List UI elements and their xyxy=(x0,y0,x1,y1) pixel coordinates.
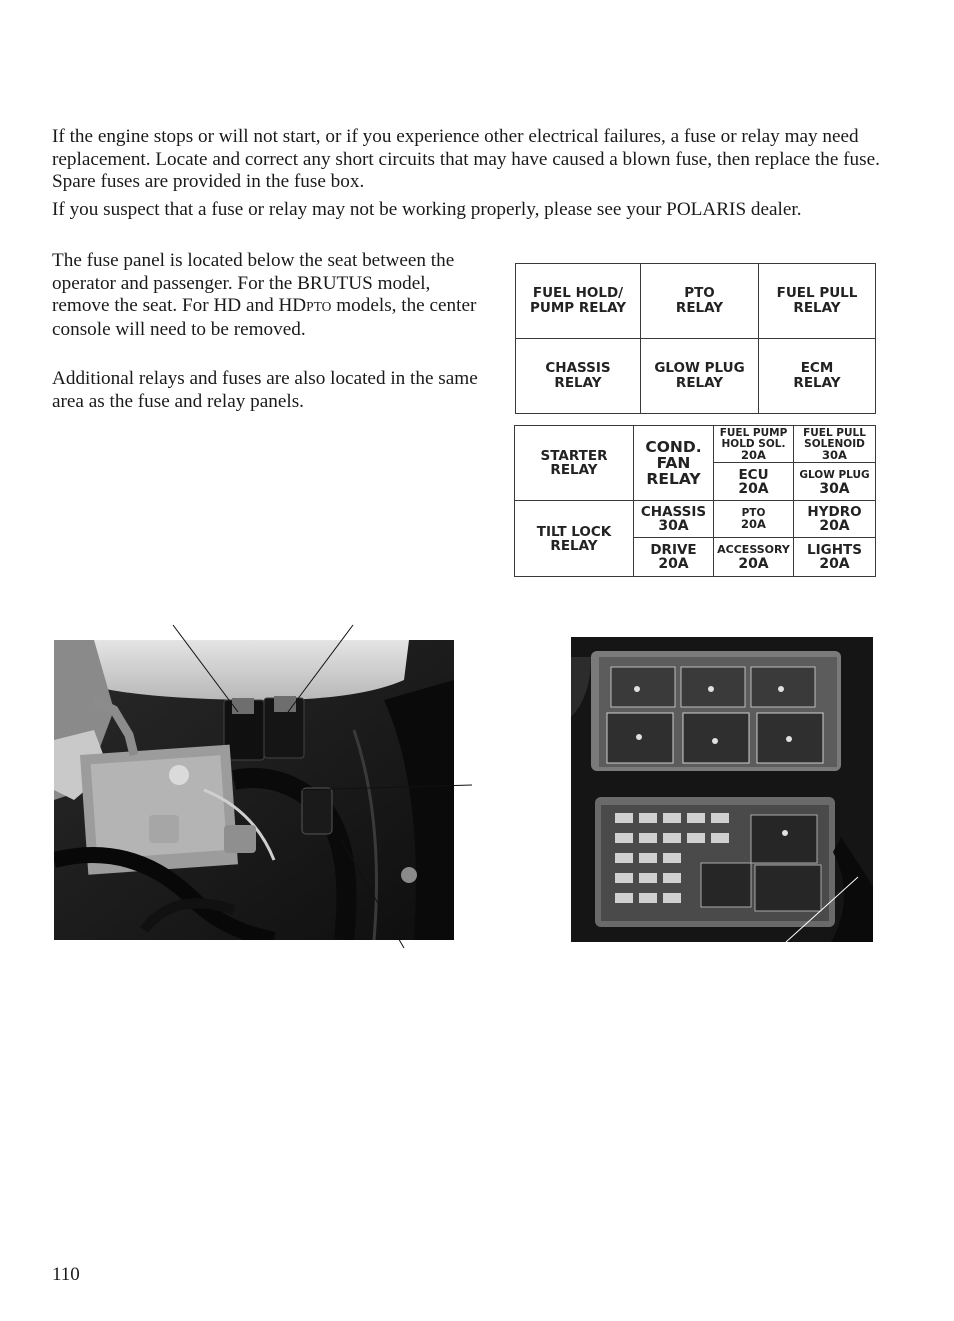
fuse-panel-diagram xyxy=(514,425,876,577)
intro-paragraph: If the engine stops or will not start, or if you experience other electrical failures, a fuse or relay may need replacement. Locate and correct any short circuits that may have caused a blown fuse, then replace the fuse. Spare fuses are provided in the fuse box. xyxy=(52,126,880,192)
cell-label: GLOW PLUG xyxy=(799,468,870,481)
chassis-relay-cell xyxy=(516,339,641,413)
cond-fan-relay-cell xyxy=(634,426,714,501)
drive-fuse-cell xyxy=(634,538,714,576)
fuse-amperage: 20A xyxy=(741,517,766,531)
cell-label: HOLD SOL. xyxy=(721,437,786,450)
under-seat-relays-photo xyxy=(54,640,454,940)
starter-relay-cell xyxy=(515,426,634,501)
fuel-hold-pump-relay-cell xyxy=(516,264,641,339)
cell-label: RELAY xyxy=(646,470,701,488)
pto-fuse-cell xyxy=(714,501,794,538)
cell-label: COND. xyxy=(645,438,702,456)
under-seat-photo-illustration xyxy=(54,640,454,940)
hydro-fuse-cell xyxy=(794,501,875,538)
tilt-lock-relay-cell xyxy=(515,501,634,576)
fuse-location-text: The fuse panel is located below the seat between the operator and passenger. For the BRUTUS model, remove the seat. For HD and HD xyxy=(52,250,455,316)
cell-label: RELAY xyxy=(550,462,598,478)
accessory-fuse-cell xyxy=(714,538,794,576)
cell-label: HYDRO xyxy=(807,504,862,520)
glow-plug-fuse-cell xyxy=(794,463,875,501)
cell-label: CHASSIS xyxy=(640,504,707,520)
additional-relays-paragraph: Additional relays and fuses are also located in the same area as the fuse and relay panels. xyxy=(52,368,478,412)
cell-label: PUMP RELAY xyxy=(529,300,627,316)
cell-label: FUEL PUMP xyxy=(719,426,788,439)
cell-label: GLOW PLUG xyxy=(654,360,745,376)
ecm-relay-cell xyxy=(759,339,875,413)
fuse-location-text-end: models, the center console will need to be removed. xyxy=(52,295,477,340)
fuse-relay-box-photo xyxy=(571,637,873,942)
fuse-amperage: 20A xyxy=(738,480,769,497)
cell-label: STARTER xyxy=(540,448,608,464)
fuse-box-photo-illustration xyxy=(571,637,873,942)
cell-label: ACCESSORY xyxy=(717,543,790,556)
page-number: 110 xyxy=(52,1264,80,1285)
ecu-fuse-cell xyxy=(714,463,794,501)
fuse-location-paragraph xyxy=(52,250,484,341)
cell-label: FUEL PULL xyxy=(803,426,866,439)
fuse-amperage: 30A xyxy=(822,447,847,462)
cell-label: SOLENOID xyxy=(804,437,865,450)
dealer-paragraph: If you suspect that a fuse or relay may not be working properly, please see your POLARIS dealer. xyxy=(52,199,802,220)
fuse-amperage: 20A xyxy=(741,447,766,462)
fuel-pull-relay-cell xyxy=(759,264,875,339)
fuse-amperage: 20A xyxy=(738,556,769,572)
pto-relay-cell xyxy=(641,264,759,339)
cell-label: RELAY xyxy=(550,537,598,554)
cell-label: ECU xyxy=(738,466,769,483)
chassis-fuse-cell xyxy=(634,501,714,538)
fuel-pull-solenoid-fuse-cell xyxy=(794,426,875,463)
cell-label: RELAY xyxy=(793,375,841,391)
cell-label: RELAY xyxy=(675,300,724,316)
pto-small-caps: PTO xyxy=(306,299,332,314)
fuse-amperage: 30A xyxy=(819,480,850,497)
cell-label: RELAY xyxy=(554,375,602,391)
glow-plug-relay-cell xyxy=(641,339,759,413)
cell-label: PTO xyxy=(684,285,715,301)
cell-label: DRIVE xyxy=(650,542,697,558)
relay-panel-diagram xyxy=(515,263,876,414)
fuse-amperage: 30A xyxy=(658,518,689,534)
cell-label: ECM xyxy=(800,360,834,376)
lights-fuse-cell xyxy=(794,538,875,576)
fuse-amperage: 20A xyxy=(819,518,850,534)
cell-label: RELAY xyxy=(675,375,724,391)
fuse-amperage: 20A xyxy=(658,556,689,572)
cell-label: LIGHTS xyxy=(807,542,862,558)
cell-label: RELAY xyxy=(793,300,841,316)
cell-label: CHASSIS xyxy=(545,360,611,376)
cell-label: FAN xyxy=(656,454,691,472)
cell-label: FUEL PULL xyxy=(776,285,858,301)
cell-label: TILT LOCK xyxy=(536,523,612,540)
cell-label: FUEL HOLD/ xyxy=(532,285,624,301)
cell-label: PTO xyxy=(741,507,766,519)
fuel-pump-hold-sol-fuse-cell xyxy=(714,426,794,463)
fuse-amperage: 20A xyxy=(819,556,850,572)
